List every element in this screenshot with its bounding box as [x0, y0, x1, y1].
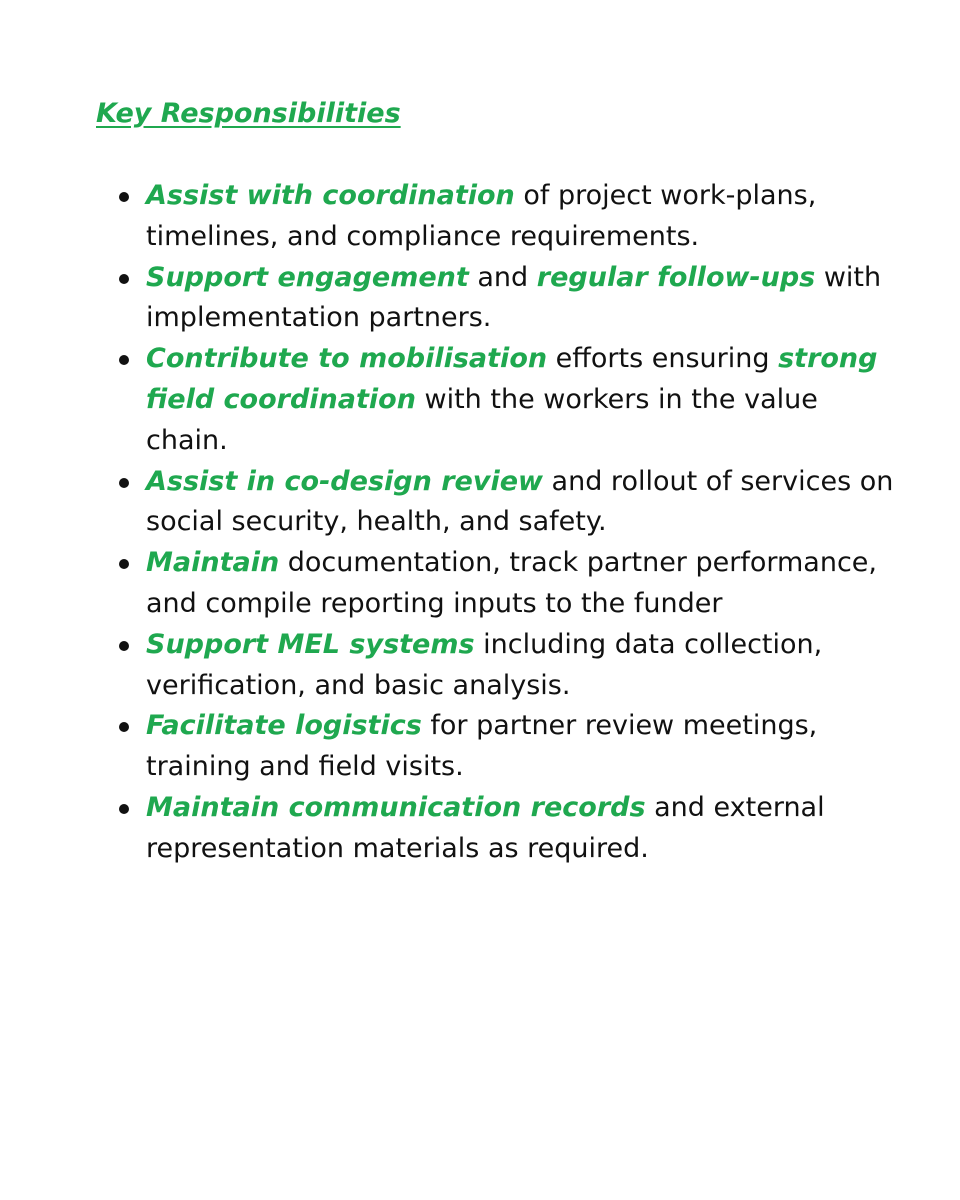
bullet-icon	[119, 722, 129, 732]
highlighted-phrase: Assist in co-design review	[146, 465, 543, 497]
body-text: with implementation partners.	[146, 261, 882, 334]
list-item	[146, 339, 906, 461]
highlighted-phrase: Support MEL systems	[146, 628, 475, 660]
body-text: efforts ensuring	[547, 343, 779, 375]
body-text: documentation, track partner performance, and compile reporting inputs to the funder	[146, 547, 877, 619]
highlighted-phrase: Maintain	[146, 547, 280, 579]
highlighted-phrase: Contribute to mobilisation	[146, 343, 548, 375]
highlighted-phrase: Maintain communication records	[146, 791, 646, 823]
list-item	[146, 788, 906, 870]
body-text: for partner review meetings, training and field visits.	[146, 710, 818, 783]
list-item	[146, 462, 906, 544]
list-item	[146, 258, 906, 340]
bullet-icon	[119, 355, 129, 365]
body-text: and external representation materials as required.	[146, 791, 825, 864]
section-heading: Key Responsibilities	[96, 98, 401, 129]
bullet-icon	[119, 559, 129, 569]
body-text: with the workers in the value chain.	[146, 383, 818, 456]
highlighted-phrase: strong field coordination	[146, 343, 878, 415]
highlighted-phrase: Facilitate logistics	[146, 710, 422, 742]
bullet-icon	[119, 478, 129, 488]
body-text: including data collection, verification, and basic analysis.	[146, 628, 823, 701]
list-item	[146, 706, 906, 788]
list-item	[146, 176, 906, 258]
list-item	[146, 543, 906, 625]
body-text: of project work-plans, timelines, and compliance requirements.	[146, 180, 817, 252]
bullet-icon	[119, 192, 129, 202]
highlighted-phrase: Support engagement	[146, 261, 469, 293]
highlighted-phrase: Assist with coordination	[146, 180, 515, 211]
list-item	[146, 625, 906, 707]
body-text: and	[468, 261, 537, 293]
bullet-icon	[119, 804, 129, 814]
body-text: and rollout of services on social security, health, and safety.	[146, 465, 894, 538]
bullet-icon	[119, 641, 129, 651]
responsibilities-list	[146, 176, 906, 870]
bullet-icon	[119, 274, 129, 284]
highlighted-phrase: regular follow-ups	[536, 261, 816, 293]
